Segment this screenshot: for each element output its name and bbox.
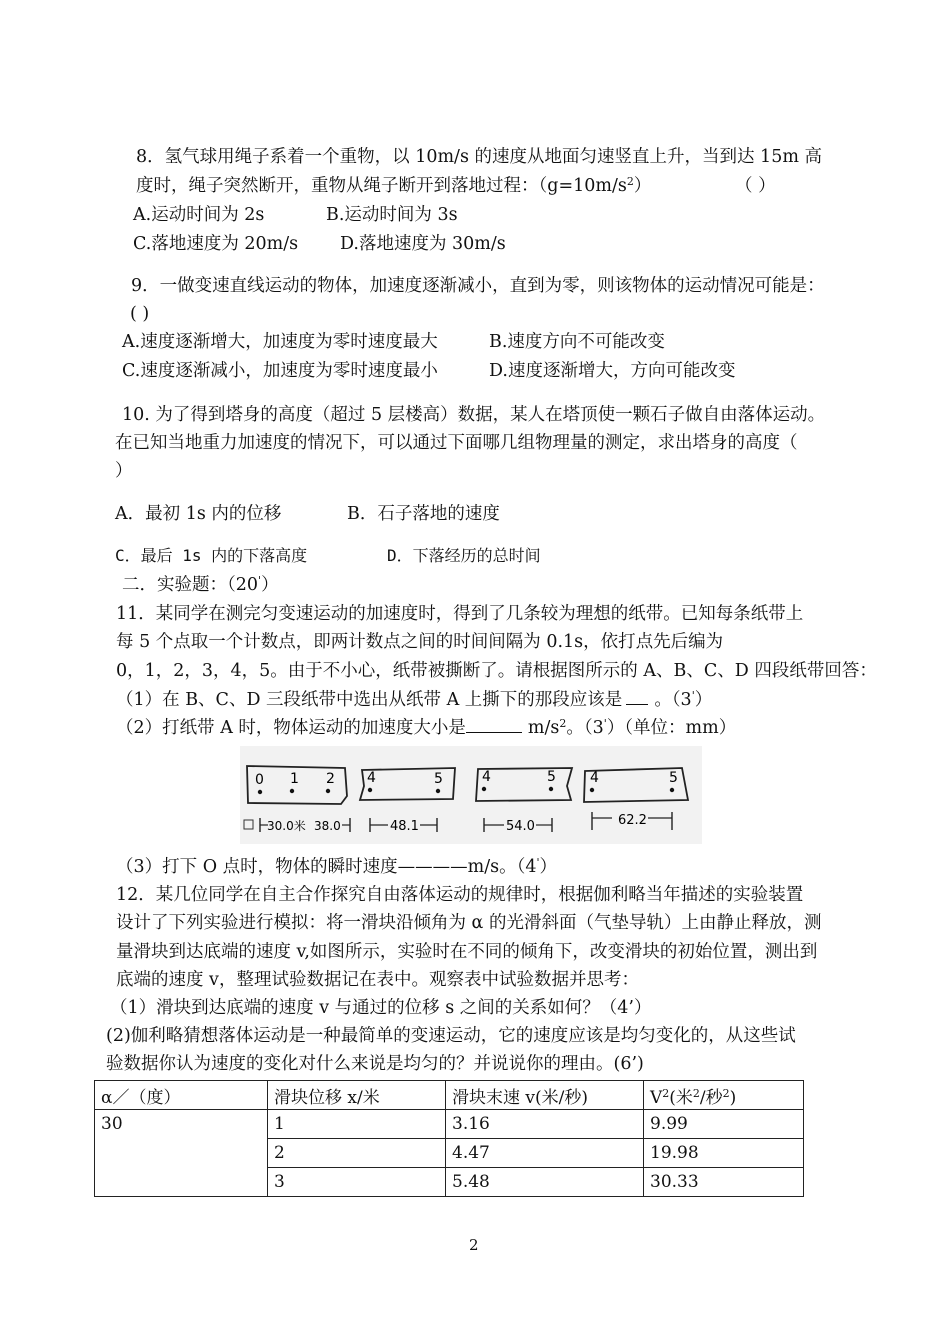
q9-line2: ( ) [130,304,150,324]
table-cell-v2: 30.33 [644,1168,804,1197]
tape-c-label-5: 5 [547,769,556,785]
answer-blank [626,688,648,705]
tape-dot [290,789,294,793]
table-cell-x: 1 [268,1110,446,1139]
q10-option-b: B．石子落地的速度 [347,504,500,524]
q11-part2: （2）打纸带 A 时，物体运动的加速度大小是 $m/s^2$。（3'）（单位：mm） [116,717,737,738]
q8-answer-bracket: （ ） [735,176,776,196]
q10-option-a: A．最初 1s 内的位移 [115,504,282,524]
section-heading: 二．实验题：（20'） [122,574,279,595]
tape-d-label-5: 5 [669,770,678,786]
q9-option-b: B.速度方向不可能改变 [489,332,665,352]
tape-b-label-5: 5 [434,771,443,787]
tape-measure-3: 48.1 [390,819,419,834]
q8-line2: 度时，绳子突然断开，重物从绳子断开到落地过程：$(g=10m/s^2)$ [136,175,652,196]
table-cell-angle: 30 [95,1110,268,1197]
table-header-velocity-squared: $V^2$(米$^2$/秒$^2$) [644,1081,804,1110]
q11-part3: （3）打下 O 点时，物体的瞬时速度————m/s。（4'） [116,856,557,877]
table-header-displacement: 滑块位移 x/米 [268,1081,446,1110]
table-cell-x: 2 [268,1139,446,1168]
answer-blank [466,716,522,733]
q10-line2: 在已知当地重力加速度的情况下，可以通过下面哪几组物理量的测定，求出塔身的高度（ [115,433,798,453]
tape-dot [368,788,372,792]
tape-d-label-4: 4 [590,770,599,786]
tape-measure-1: 30.0米 [267,819,306,833]
q8-option-b: B.运动时间为 3s [326,205,458,225]
tape-dot [436,789,440,793]
q12-line1: 12．某几位同学在自主合作探究自由落体运动的规律时，根据伽利略当年描述的实验装置 [116,885,804,905]
q10-line1: 10. 为了得到塔身的高度（超过 5 层楼高）数据，某人在塔顶使一颗石子做自由落体运动。 [122,405,826,425]
q8-line1: 8．氢气球用绳子系着一个重物，以 10m/s 的速度从地面匀速竖直上升，当到达 15m 高 [136,147,822,167]
table-header-angle: α／（度） [95,1081,268,1110]
q12-line4: 底端的速度 v，整理试验数据记在表中。观察表中试验数据并思考： [116,970,639,990]
q10-option-c: C．最后 1s 内的下落高度 [115,546,308,565]
table-cell-v2: 9.99 [644,1110,804,1139]
tape-dot [258,790,262,794]
data-table [94,1080,804,1197]
table-cell-v: 5.48 [446,1168,644,1197]
table-row [95,1110,804,1139]
q8-option-a: A.运动时间为 2s [133,205,265,225]
tape-b-label-4: 4 [367,770,376,786]
q12-part2-line1: (2)伽利略猜想落体运动是一种最简单的变速运动，它的速度应该是均匀变化的，从这些试 [106,1026,796,1046]
q12-part2-line2: 验数据你认为速度的变化对什么来说是均匀的？并说说你的理由。(6’) [106,1054,644,1074]
q11-line3: 0，1，2，3，4，5。由于不小心，纸带被撕断了。请根据图所示的 A、B、C、D 四段纸带回答： [116,661,877,681]
tape-dot [590,788,594,792]
q10-line3: ） [115,461,133,481]
tape-a-label-0: 0 [255,772,264,788]
table-cell-v: 3.16 [446,1110,644,1139]
table-header-row [95,1081,804,1110]
q8-option-c: C.落地速度为 20m/s [133,234,299,254]
tape-measure-2: 38.0 [314,819,341,833]
q12-part1: （1）滑块到达底端的速度 v 与通过的位移 s 之间的关系如何？（4’） [110,998,652,1018]
table-cell-v: 4.47 [446,1139,644,1168]
tape-dot [549,787,553,791]
q8-option-d: D.落地速度为 30m/s [340,234,506,254]
table-cell-v2: 19.98 [644,1139,804,1168]
q9-line1: 9．一做变速直线运动的物体，加速度逐渐减小，直到为零，则该物体的运动情况可能是： [131,276,825,296]
q10-option-d: D．下落经历的总时间 [387,546,541,565]
q11-line2: 每 5 个点取一个计数点，即两计数点之间的时间间隔为 0.1s，依打点先后编为 [116,632,724,652]
q12-line2: 设计了下列实验进行模拟：将一滑块沿倾角为 α 的光滑斜面（气垫导轨）上由静止释放，测 [116,913,822,933]
tape-a-label-1: 1 [290,771,299,787]
q9-option-d: D.速度逐渐增大，方向可能改变 [489,361,736,381]
tape-measure-5: 62.2 [618,813,647,828]
page-number: 2 [469,1236,479,1254]
tape-measure-4: 54.0 [506,819,535,834]
q11-line1: 11．某同学在测完匀变速运动的加速度时，得到了几条较为理想的纸带。已知每条纸带上 [116,604,804,624]
table-header-velocity: 滑块末速 v(米/秒) [446,1081,644,1110]
q11-part1: （1）在 B、C、D 三段纸带中选出从纸带 A 上撕下的那段应该是 。（3'） [116,689,713,710]
tape-dot [670,788,674,792]
tape-a-label-2: 2 [326,771,335,787]
tape-dot [326,789,330,793]
q9-option-a: A.速度逐渐增大，加速度为零时速度最大 [122,332,438,352]
table-cell-x: 3 [268,1168,446,1197]
q12-line3: 量滑块到达底端的速度 v,如图所示，实验时在不同的倾角下，改变滑块的初始位置，测出到 [116,942,818,962]
q9-option-c: C.速度逐渐减小，加速度为零时速度最小 [122,361,438,381]
paper-tape-figure [240,746,702,844]
tape-dot [482,787,486,791]
tape-c-label-4: 4 [482,769,491,785]
